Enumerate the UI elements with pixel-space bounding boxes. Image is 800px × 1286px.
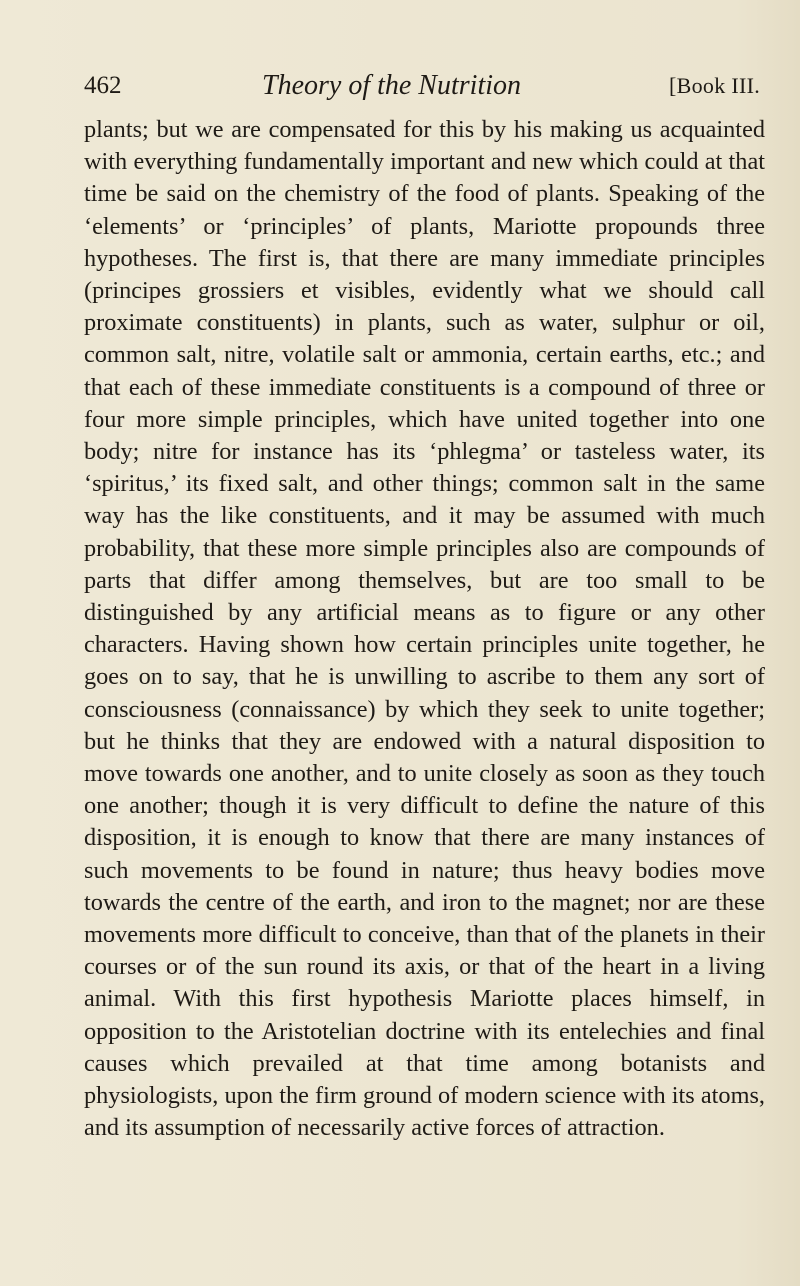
page-number: 462 bbox=[84, 72, 122, 99]
running-title: Theory of the Nutrition bbox=[262, 70, 521, 101]
body-paragraph: plants; but we are compensated for this by his making us acquainted with everything fundamentally important and new which could at that time be said on the chemistry of the food of plants. Speaking of the ‘elements’ or ‘principles’ of plants, Mariotte propounds three hypotheses. The first is, that there are many immediate principles (principes grossiers et visibles, evidently what we should call proximate constituents) in plants, such as water, sulphur or oil, common salt, nitre, volatile salt or ammonia, certain earths, etc.; and that each of these immediate constituents is a compound of three or four more simple principles, which have united together into one body; nitre for instance has its ‘phlegma’ or tasteless water, its ‘spiritus,’ its fixed salt, and other things; common salt in the same way has the like constituents, and it may be assumed with much probability, that these more simple principles also are compounds of parts that differ among themselves, but are too small to be distinguished by any artificial means as to figure or any other characters. Having shown how certain principles unite together, he goes on to say, that he is unwilling to ascribe to them any sort of consciousness (connaissance) by which they seek to unite together; but he thinks that they are endowed with a natural disposition to move towards one another, and to unite closely as soon as they touch one another; though it is very difficult to define the nature of this disposition, it is enough to know that there are many instances of such movements to be found in nature; thus heavy bodies move towards the centre of the earth, and iron to the magnet; nor are these movements more difficult to conceive, than that of the planets in their courses or of the sun round its axis, or that of the heart in a living animal. With this first hypothesis Mariotte places himself, in opposition to the Aristotelian doctrine with its entelechies and final causes which prevailed at that time among botanists and physiologists, upon the firm ground of modern science with its atoms, and its assumption of necessarily active forces of attraction. bbox=[84, 116, 765, 1142]
page-header bbox=[84, 66, 760, 106]
book-reference: [Book III. bbox=[669, 73, 760, 98]
